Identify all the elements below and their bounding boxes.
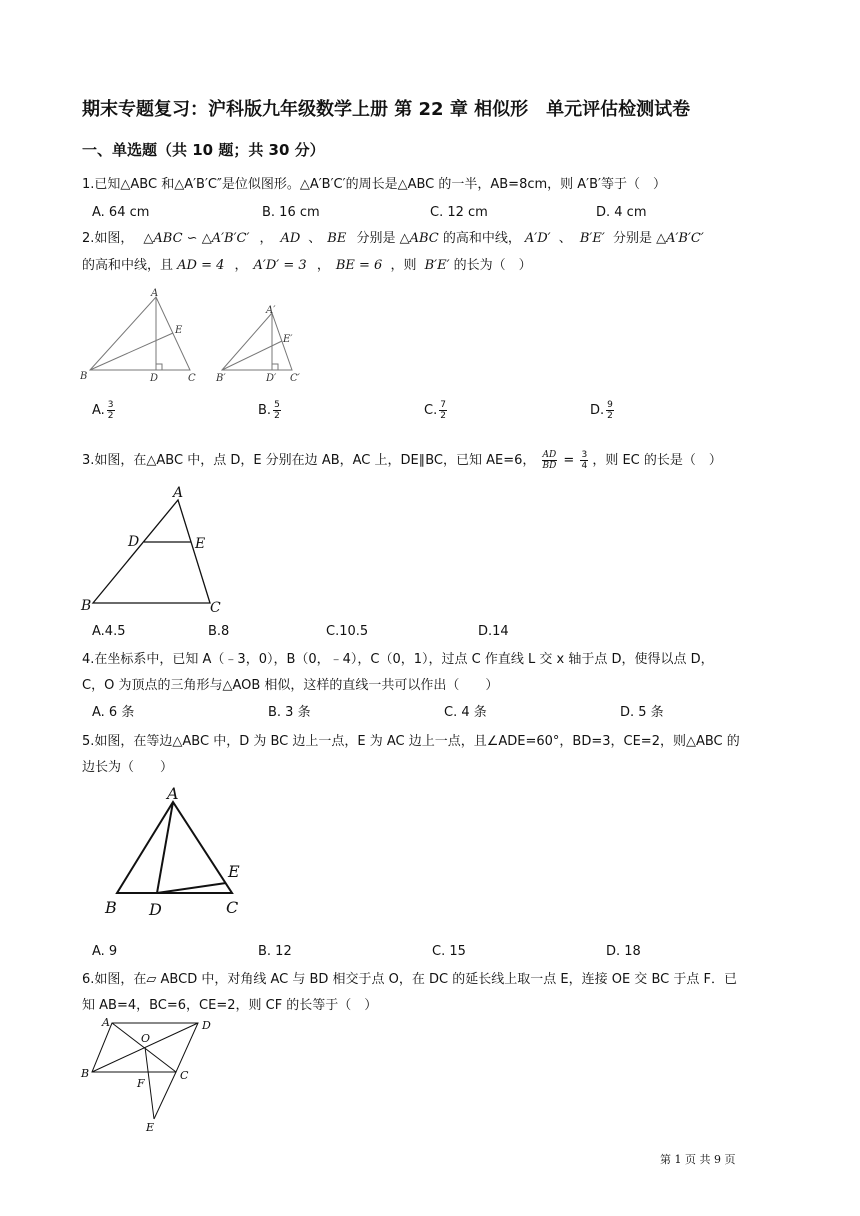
section-heading: 一、单选题（共 10 题；共 30 分） bbox=[82, 141, 325, 159]
question-1-text: 1.已知△ABC 和△A′B′C″是位似图形。△A′B′C′的周长是△ABC 的一半，AB=8cm，则 A′B′等于（ ） bbox=[82, 177, 667, 192]
q1-option-a: A. 64 cm bbox=[92, 205, 150, 220]
svg-text:F: F bbox=[137, 1077, 145, 1090]
svg-text:A: A bbox=[173, 485, 184, 501]
q5-option-b: B. 12 bbox=[258, 944, 292, 959]
svg-text:B: B bbox=[81, 598, 92, 614]
svg-text:D: D bbox=[202, 1019, 211, 1032]
q3-option-a: A.4.5 bbox=[92, 624, 126, 639]
svg-text:C′: C′ bbox=[290, 373, 300, 384]
page-title: 期末专题复习：沪科版九年级数学上册 第 22 章 相似形 单元评估检测试卷 bbox=[82, 99, 691, 120]
q5-figure bbox=[100, 780, 260, 920]
question-6-line-2: 知 AB=4，BC=6，CE=2，则 CF 的长等于（ ） bbox=[82, 998, 378, 1013]
svg-text:C: C bbox=[188, 373, 196, 384]
question-4-line-2: C，O 为顶点的三角形与△AOB 相似，这样的直线一共可以作出（ ） bbox=[82, 678, 499, 693]
q6-segment-oe bbox=[145, 1047, 154, 1119]
q3-triangle-abc bbox=[93, 500, 210, 603]
q6-figure bbox=[78, 1015, 228, 1140]
q4-option-a: A. 6 条 bbox=[92, 705, 135, 720]
svg-text:A: A bbox=[102, 1016, 110, 1029]
q5-option-c: C. 15 bbox=[432, 944, 466, 959]
q2-option-b: B. $\frac{5}{2}$ bbox=[258, 400, 280, 421]
q2-right-angle-mark bbox=[156, 364, 162, 370]
svg-text:E: E bbox=[195, 536, 206, 552]
question-6-line-1: 6.如图，在▱ ABCD 中，对角线 AC 与 BD 相交于点 O，在 DC 的延长线上取一点 E，连接 OE 交 BC 于点 F．已 bbox=[82, 972, 737, 987]
q3-option-c: C.10.5 bbox=[326, 624, 369, 639]
svg-text:D: D bbox=[128, 534, 140, 550]
svg-text:C: C bbox=[180, 1069, 189, 1082]
question-5-line-2: 边长为（ ） bbox=[82, 760, 174, 775]
svg-text:D′: D′ bbox=[266, 373, 277, 384]
q5-option-a: A. 9 bbox=[92, 944, 118, 959]
q4-option-d: D. 5 条 bbox=[620, 705, 664, 720]
svg-text:O: O bbox=[141, 1032, 151, 1045]
svg-text:A: A bbox=[151, 288, 159, 299]
svg-text:B: B bbox=[81, 1067, 90, 1080]
q2-figure bbox=[80, 285, 320, 385]
q5-triangle-abc bbox=[117, 802, 232, 893]
question-5-line-1: 5.如图，在等边△ABC 中，D 为 BC 边上一点，E 为 AC 边上一点，且∠ADE=60°，BD=3，CE=2，则△ABC 的 bbox=[82, 734, 740, 749]
svg-text:A: A bbox=[167, 784, 179, 803]
svg-text:B: B bbox=[80, 371, 88, 382]
svg-text:B: B bbox=[105, 898, 117, 917]
svg-text:E: E bbox=[228, 862, 240, 881]
question-2-line-1: 2.如图， △ABC ∽ △A′B′C′ ， AD 、 BE 分别是 △ABC 的高和中线， A′D′ 、 B′E′ 分别是 △A′B′C′ bbox=[82, 231, 704, 246]
q1-option-c: C. 12 cm bbox=[430, 205, 488, 220]
question-4-line-1: 4.在坐标系中，已知 A（﹣3，0），B（0，﹣4），C（0，1），过点 C 作直线 L 交 x 轴于点 D，使得以点 D， bbox=[82, 652, 714, 667]
svg-text:C: C bbox=[210, 600, 221, 616]
q2-option-c: C. $\frac{7}{2}$ bbox=[424, 400, 446, 421]
q3-option-d: D.14 bbox=[478, 624, 509, 639]
q3-figure bbox=[78, 482, 238, 617]
svg-text:E: E bbox=[175, 325, 183, 336]
q6-extension-ce bbox=[154, 1072, 176, 1119]
svg-text:B′: B′ bbox=[216, 373, 226, 384]
svg-text:E: E bbox=[146, 1121, 155, 1134]
q2-option-a: A. $\frac{3}{2}$ bbox=[92, 400, 114, 421]
question-3-text: 3.如图，在△ABC 中，点 D，E 分别在边 AB，AC 上，DE∥BC，已知 AE=6， $\frac{AD}{BD}$ = $\frac{3}{4}$ ，则 EC 的长是（ ） bbox=[82, 450, 722, 471]
page-footer: 第 1 页 共 9 页 bbox=[660, 1153, 736, 1166]
svg-text:D: D bbox=[150, 373, 159, 384]
q4-option-c: C. 4 条 bbox=[444, 705, 487, 720]
svg-text:A′: A′ bbox=[266, 305, 276, 316]
q5-option-d: D. 18 bbox=[606, 944, 641, 959]
q1-option-b: B. 16 cm bbox=[262, 205, 320, 220]
svg-text:E′: E′ bbox=[283, 334, 293, 345]
q3-option-b: B.8 bbox=[208, 624, 230, 639]
svg-text:C: C bbox=[226, 898, 239, 917]
svg-text:D: D bbox=[149, 900, 162, 919]
question-2-line-2: 的高和中线，且 AD = 4 ， A′D′ = 3 ， BE = 6 ，则 B′E′ 的长为（ ） bbox=[82, 258, 532, 273]
q4-option-b: B. 3 条 bbox=[268, 705, 311, 720]
q2-option-d: D. $\frac{9}{2}$ bbox=[590, 400, 613, 421]
q1-option-d: D. 4 cm bbox=[596, 205, 647, 220]
q5-segment-de bbox=[157, 883, 226, 893]
